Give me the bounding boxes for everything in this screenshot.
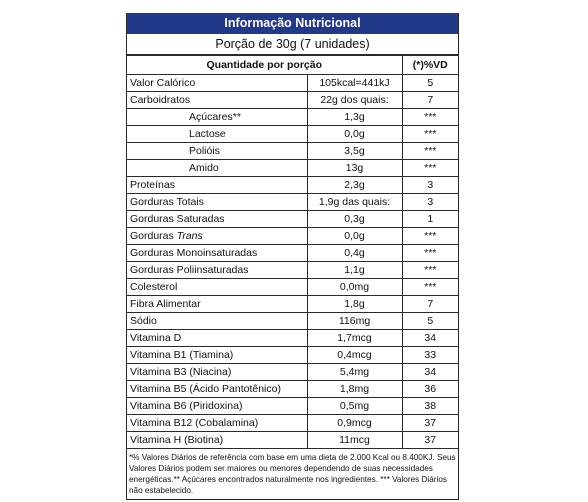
nutrient-row (127, 432, 458, 449)
nutrient-name-text: Fibra Alimentar (130, 298, 201, 310)
nutrient-name (127, 415, 307, 432)
nutrient-vd: 3 (402, 177, 458, 194)
nutrient-row (127, 347, 458, 364)
nutrient-name (127, 347, 307, 364)
label-title: Informação Nutricional (127, 13, 458, 34)
nutrient-amount: 0,9mcg (307, 415, 402, 432)
nutrient-name (127, 211, 307, 228)
nutrient-name (127, 296, 307, 313)
nutrient-amount: 3,5g (307, 143, 402, 160)
nutrient-amount: 0,4mcg (307, 347, 402, 364)
nutrient-name-text: Vitamina B12 (Cobalamina) (130, 417, 259, 429)
nutrient-name (127, 109, 307, 126)
nutrient-name-text: Açúcares** (189, 111, 241, 123)
nutrient-amount: 1,8g (307, 296, 402, 313)
nutrient-name-text: Lactose (189, 128, 226, 140)
nutrient-name-text: Vitamina B3 (Niacina) (130, 366, 232, 378)
nutrient-vd: *** (402, 143, 458, 160)
nutrient-vd: 38 (402, 398, 458, 415)
nutrient-name-text: Valor Calórico (130, 77, 196, 89)
nutrient-vd: 37 (402, 415, 458, 432)
nutrient-name (127, 75, 307, 92)
footnote: *% Valores Diários de referência com base em uma dieta de 2.000 Kcal ou 8.400KJ. Seus Valores Diários podem ser maiores ou menores dependendo de suas necessidades energéticas.** Açúcares encontrados naturalmente nos ingredientes. *** Valores Diários não estabelecido. (129, 453, 456, 495)
nutrient-name (127, 279, 307, 296)
nutrient-row (127, 364, 458, 381)
nutrient-vd: 7 (402, 92, 458, 109)
nutrient-name-italic: Trans (176, 230, 203, 242)
nutrient-name (127, 143, 307, 160)
nutrient-name (127, 126, 307, 143)
nutrient-row (127, 245, 458, 262)
nutrient-vd: 3 (402, 194, 458, 211)
nutrient-name (127, 262, 307, 279)
nutrient-vd: *** (402, 279, 458, 296)
nutrient-vd: 7 (402, 296, 458, 313)
nutrient-vd: *** (402, 126, 458, 143)
nutrient-vd: 1 (402, 211, 458, 228)
nutrient-name-text: Sódio (130, 315, 157, 327)
nutrient-name-text: Amido (189, 162, 219, 174)
nutrient-amount: 5,4mg (307, 364, 402, 381)
nutrient-name (127, 194, 307, 211)
nutrient-amount: 1,7mcg (307, 330, 402, 347)
nutrient-name-text: Colesterol (130, 281, 178, 293)
nutrient-name (127, 245, 307, 262)
nutrition-facts-label (126, 13, 459, 500)
nutrient-name-text: Vitamina H (Biotina) (130, 434, 224, 446)
nutrient-amount: 1,8mg (307, 381, 402, 398)
nutrient-row (127, 177, 458, 194)
nutrient-name-text: Vitamina D (130, 332, 182, 344)
quantity-header: Quantidade por porção (127, 56, 402, 75)
nutrient-row (127, 75, 458, 92)
portion-size: Porção de 30g (7 unidades) (127, 34, 458, 55)
nutrient-row (127, 313, 458, 330)
nutrient-amount: 0,5mg (307, 398, 402, 415)
nutrient-name-text: Gorduras (130, 230, 177, 242)
nutrient-row (127, 194, 458, 211)
nutrient-name (127, 92, 307, 109)
nutrient-name-text: Vitamina B6 (Piridoxina) (130, 400, 243, 412)
nutrient-row (127, 143, 458, 160)
nutrient-row (127, 415, 458, 432)
nutrient-name-text: Vitamina B5 (Ácido Pantotênico) (130, 383, 281, 395)
nutrient-row (127, 279, 458, 296)
nutrient-amount: 116mg (307, 313, 402, 330)
nutrient-vd: 5 (402, 75, 458, 92)
nutrient-amount: 11mcg (307, 432, 402, 449)
nutrient-row (127, 92, 458, 109)
nutrient-name-text: Polióis (189, 145, 220, 157)
nutrient-name (127, 381, 307, 398)
nutrient-amount: 13g (307, 160, 402, 177)
nutrient-amount: 0,0mg (307, 279, 402, 296)
nutrient-row (127, 126, 458, 143)
nutrient-name (127, 160, 307, 177)
nutrient-name (127, 364, 307, 381)
nutrient-name (127, 313, 307, 330)
nutrient-amount: 1,1g (307, 262, 402, 279)
nutrient-amount: 1,3g (307, 109, 402, 126)
nutrient-vd: 36 (402, 381, 458, 398)
nutrient-vd: *** (402, 245, 458, 262)
nutrient-amount: 2,3g (307, 177, 402, 194)
nutrient-name (127, 330, 307, 347)
nutrient-row (127, 296, 458, 313)
nutrient-row (127, 160, 458, 177)
nutrient-name (127, 228, 307, 245)
nutrient-amount: 105kcal=441kJ (307, 75, 402, 92)
nutrient-vd: 34 (402, 330, 458, 347)
nutrient-name-text: Carboidratos (130, 94, 191, 106)
nutrient-amount: 1,9g das quais: (307, 194, 402, 211)
nutrient-row (127, 109, 458, 126)
nutrient-vd: 33 (402, 347, 458, 364)
nutrient-row (127, 330, 458, 347)
table-header-row (127, 56, 458, 75)
nutrition-table (127, 55, 458, 449)
nutrient-name (127, 177, 307, 194)
nutrient-vd: *** (402, 160, 458, 177)
nutrient-row (127, 211, 458, 228)
nutrient-name-text: Gorduras Saturadas (130, 213, 225, 225)
nutrient-vd: *** (402, 262, 458, 279)
nutrient-vd: *** (402, 228, 458, 245)
nutrient-amount: 0,0g (307, 228, 402, 245)
nutrient-name-text: Vitamina B1 (Tiamina) (130, 349, 234, 361)
nutrient-name (127, 398, 307, 415)
nutrient-amount: 0,4g (307, 245, 402, 262)
nutrient-vd: 34 (402, 364, 458, 381)
nutrient-amount: 0,0g (307, 126, 402, 143)
nutrient-amount: 0,3g (307, 211, 402, 228)
nutrient-name (127, 432, 307, 449)
nutrient-amount: 22g dos quais: (307, 92, 402, 109)
nutrient-name-text: Proteínas (130, 179, 175, 191)
nutrient-row (127, 381, 458, 398)
nutrient-vd: 37 (402, 432, 458, 449)
nutrient-row (127, 228, 458, 245)
nutrient-name-text: Gorduras Monoinsaturadas (130, 247, 258, 259)
nutrient-vd: *** (402, 109, 458, 126)
vd-header: (*)%VD (402, 56, 458, 75)
nutrient-row (127, 398, 458, 415)
nutrient-row (127, 262, 458, 279)
nutrient-name-text: Gorduras Poliinsaturadas (130, 264, 249, 276)
nutrient-vd: 5 (402, 313, 458, 330)
nutrient-name-text: Gorduras Totais (130, 196, 204, 208)
